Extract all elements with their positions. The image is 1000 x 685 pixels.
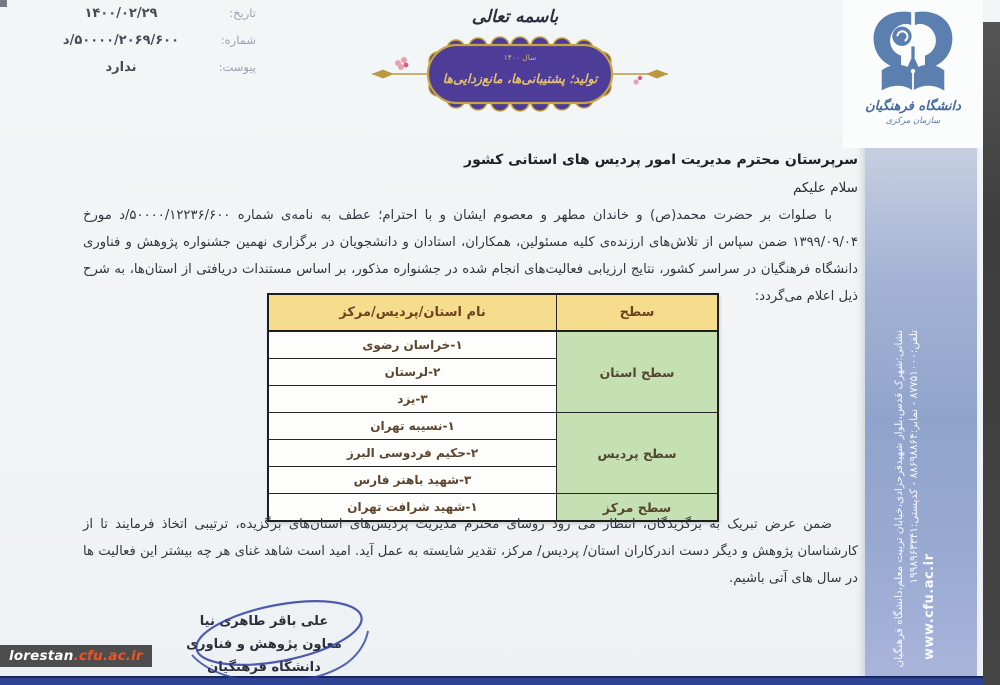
table-row — [268, 331, 718, 359]
results-table — [267, 293, 719, 522]
number-value: ۵۰۰۰۰/۲۰۶۹/۶۰۰/د — [62, 33, 180, 48]
signer-name: علی باقر طاهری نیا — [199, 614, 329, 629]
watermark-bar — [0, 645, 152, 667]
scan-artifact — [0, 0, 7, 7]
table-row — [268, 413, 718, 440]
date-label: تاریخ: — [229, 6, 256, 20]
signer-org: دانشگاه فرهنگیان — [207, 660, 321, 675]
name-cell: ۱-نسیبه تهران — [268, 413, 557, 440]
contact-text: تلفن:۸۷۷۵۱۰۰۰ - نمابر:۸۸۶۹۸۸۶۴ - کدپستی:۱۹۹۸۹۶۳۳۴۱ — [908, 330, 920, 584]
name-cell: ۲-حکیم فردوسی البرز — [268, 440, 557, 467]
university-logo-box — [843, 0, 983, 148]
contact-info-vertical — [893, 330, 949, 668]
name-cell: ۲-لرستان — [268, 359, 557, 386]
scan-right-border — [983, 22, 1000, 685]
level-column-header: سطح — [557, 294, 719, 331]
letter-body-paragraph: با صلوات بر حضرت محمد(ص) و خاندان مطهر و معصوم ایشان و با احترام؛ عطف به نامه‌ی شماره ۵۰۰۰۰/۱۲۲۳۶/۶۰۰/د مورخ ۱۳۹۹/۰۹/۰۴ ضمن سپاس از تلاش‌های ارزنده‌ی کلیه مسئولین، همکاران، استادان و دانشجویان در برگزاری نهمین جشنواره پژوهش و فناوری دانشگاه فرهنگیان در سراسر کشور، نتایج ارزیابی فعالیت‌های انجام شده در جشنواره مذکور، بر اساس مستندات دریافتی از استان‌ها، به شرح ذیل اعلام می‌گردد: — [83, 208, 858, 304]
address-text: نشانی:شهرک قدس،بلوار شهیدفرحزادی،خیابان تربیت معلم،دانشگاه فرهنگیان — [893, 330, 905, 668]
year-banner-slogan: تولید؛ پشتیبانی‌ها، مانع‌زدایی‌ها — [442, 71, 598, 86]
scan-bottom-band — [0, 676, 983, 685]
name-cell: ۳-یزد — [268, 386, 557, 413]
website-text: www.cfu.ac.ir — [922, 553, 937, 660]
university-subtitle: سازمان مرکزی — [885, 116, 941, 126]
name-column-header: نام استان/پردیس/مرکز — [268, 294, 557, 331]
watermark-suffix: .cfu.ac.ir — [73, 648, 143, 664]
university-logo-icon — [867, 5, 959, 97]
date-value: ۱۴۰۰/۰۲/۲۹ — [84, 6, 158, 21]
watermark-prefix: lorestan — [9, 648, 74, 664]
results-table-header — [268, 294, 718, 331]
letter-meta — [38, 6, 256, 87]
letter-closing-paragraph: ضمن عرض تبریک به برگزیدگان، انتظار می رود روسای محترم مدیریت پردیس‌های استان‌های برگزیده، ترتیبی اتخاذ فرمایند تا از کارشناسان پژوهش و دیگر دست اندرکاران استان/ پردیس/ مرکز، تقدیر شایسته به عمل آید. امید است شاهد غنای هر چه بیشتر این فعالیت ها در سال های آتی باشیم. — [83, 517, 858, 586]
attachment-label: پیوست: — [218, 60, 256, 74]
signature-block — [158, 610, 370, 679]
attachment-value: ندارد — [105, 60, 137, 75]
signer-title: معاون پژوهش و فناوری — [186, 637, 342, 652]
salutation-line: سلام علیکم — [792, 180, 858, 196]
level-cell: سطح مرکز — [557, 494, 719, 522]
year-banner-small-text: سال ۱۴۰۰ — [503, 53, 537, 62]
name-cell: ۱-شهید شرافت تهران — [268, 494, 557, 522]
year-slogan-medallion — [368, 36, 672, 112]
level-cell: سطح استان — [557, 331, 719, 413]
recipient-line: سرپرستان محترم مدیریت امور پردیس های استانی کشور — [464, 152, 858, 168]
meta-number-row — [38, 33, 256, 60]
name-cell: ۳-شهید باهنر فارس — [268, 467, 557, 494]
meta-date-row — [38, 6, 256, 33]
besmellah-text: باسمه تعالی — [471, 7, 559, 27]
results-table-body — [268, 331, 718, 521]
level-cell: سطح پردیس — [557, 413, 719, 494]
name-cell: ۱-خراسان رضوی — [268, 331, 557, 359]
number-label: شماره: — [220, 33, 256, 47]
meta-attachment-row — [38, 60, 256, 87]
university-name: دانشگاه فرهنگیان — [865, 99, 961, 114]
